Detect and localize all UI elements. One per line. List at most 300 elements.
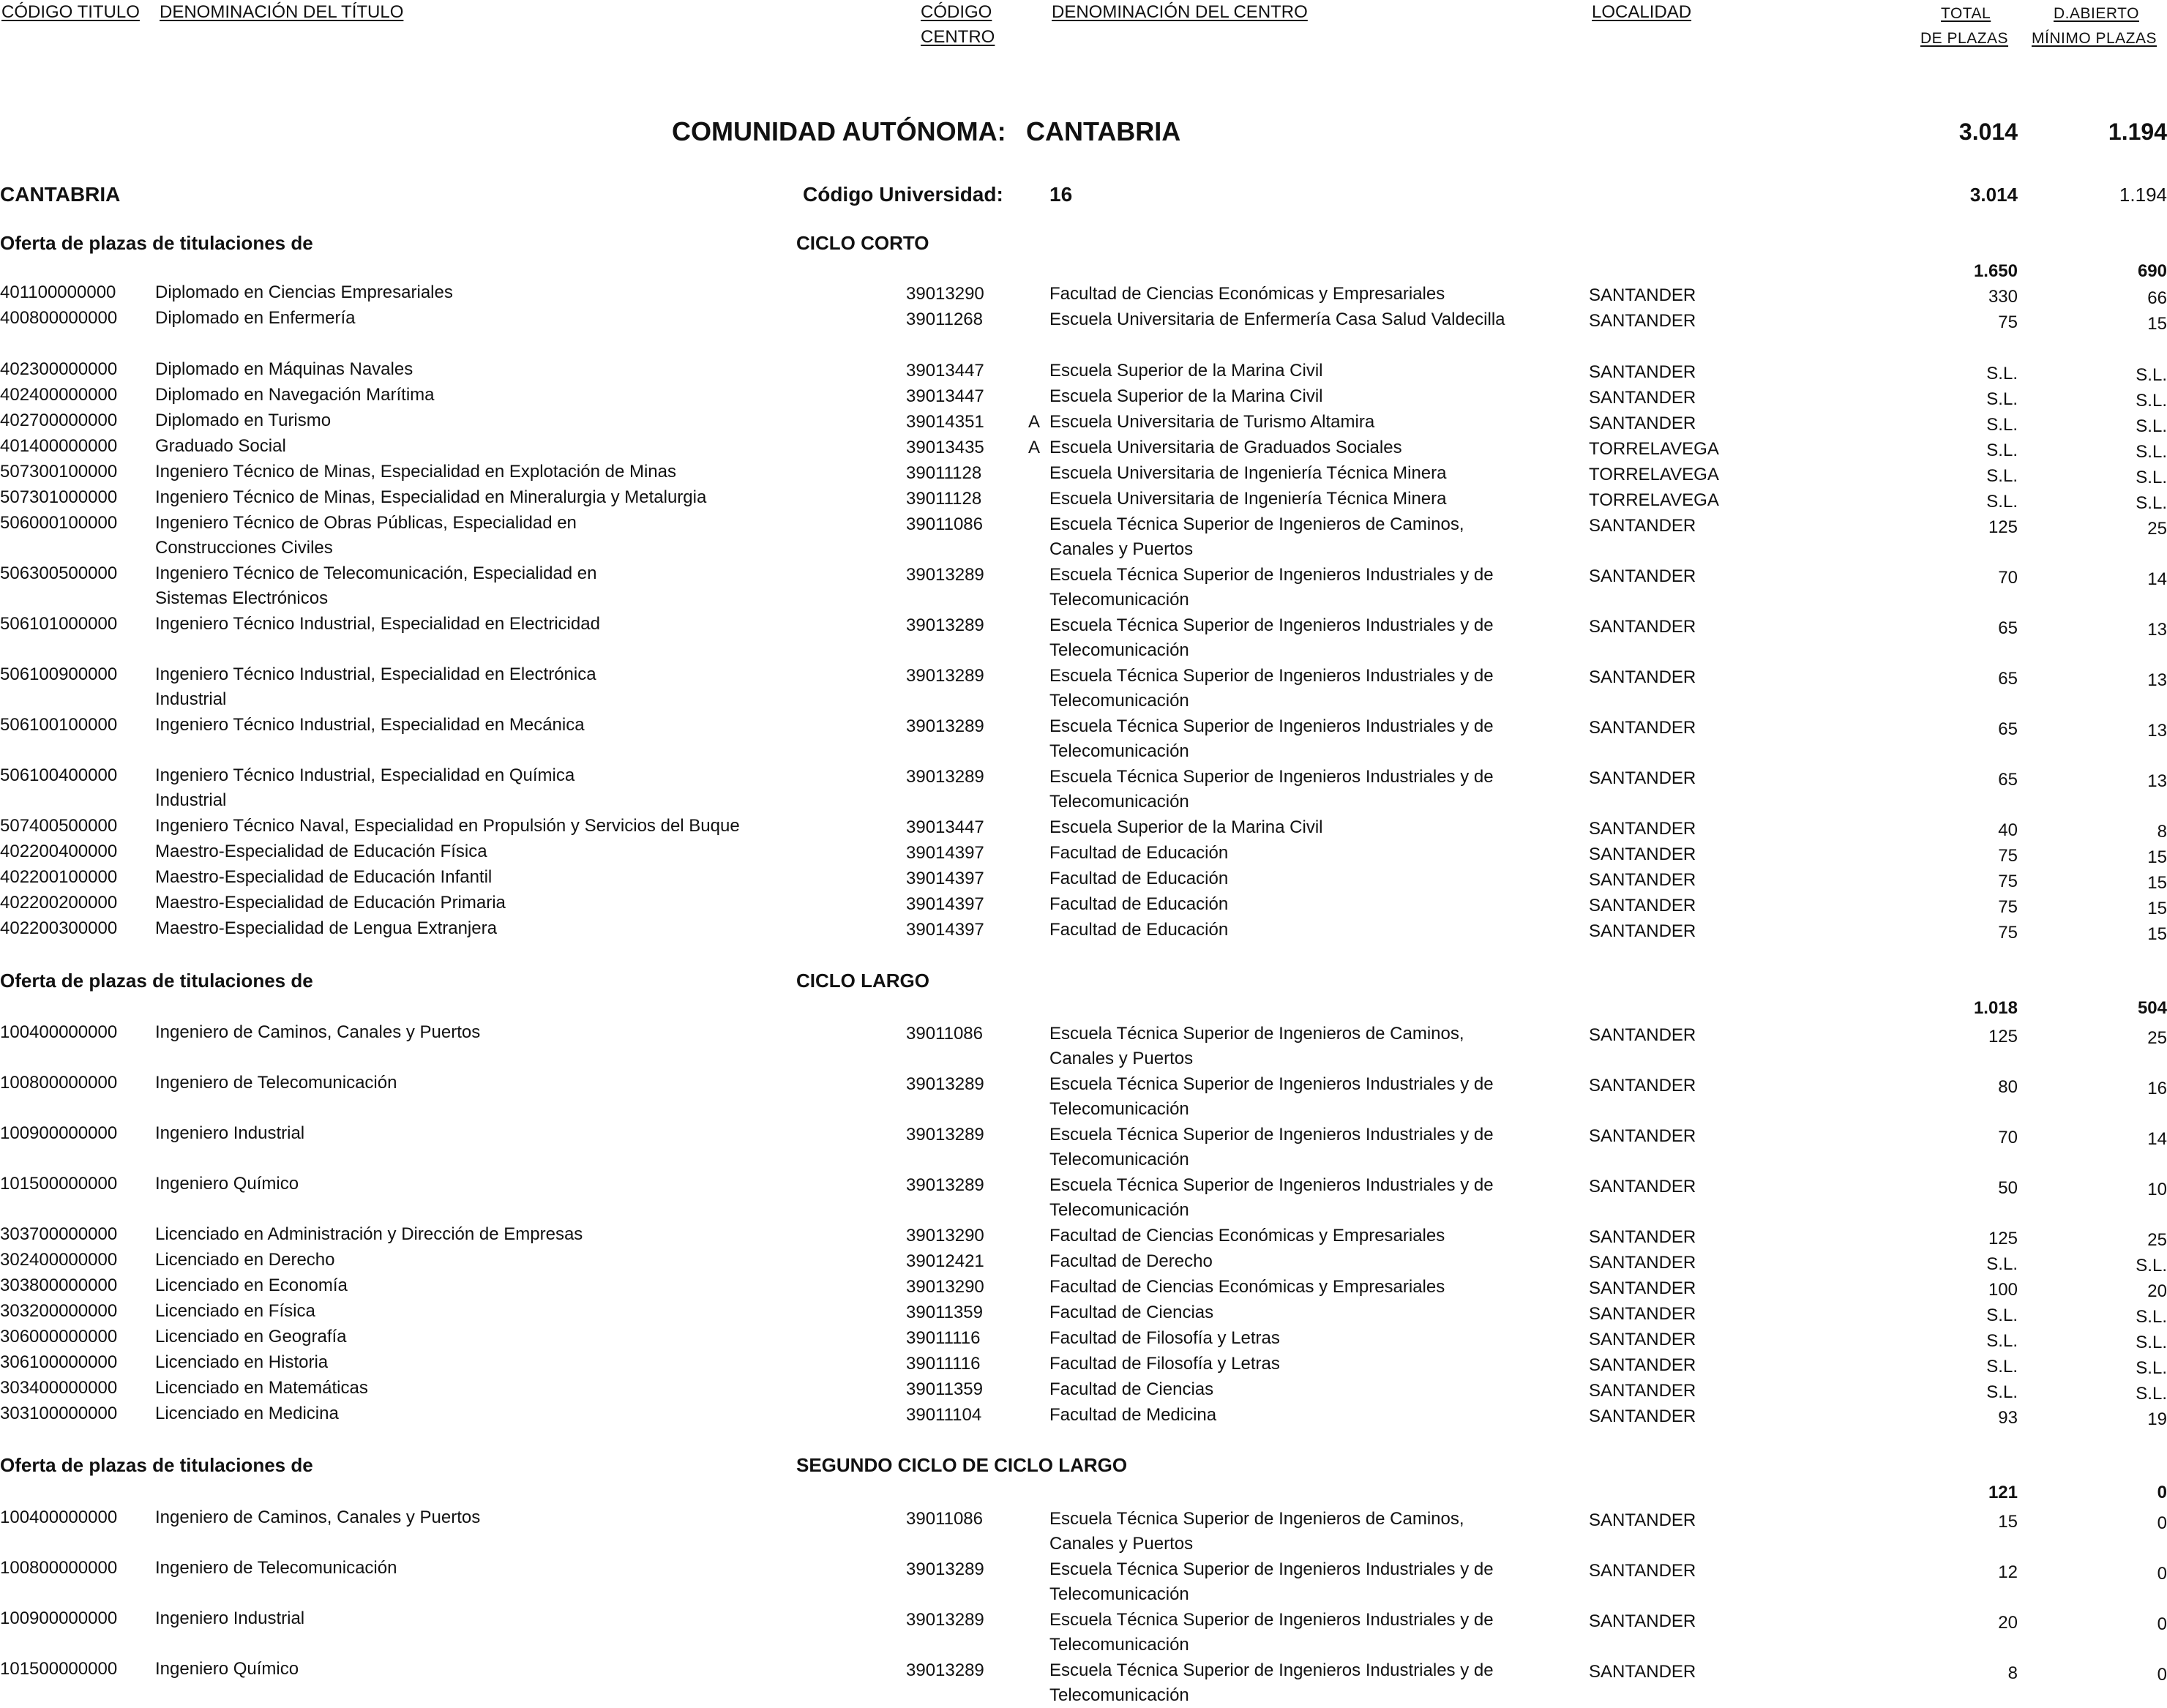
titulo-name-line: Ingeniero Químico bbox=[155, 1659, 299, 1679]
centro-name-line: Escuela Técnica Superior de Ingenieros Industriales y de bbox=[1049, 1610, 1494, 1630]
centro-name-line: Escuela Universitaria de Turismo Altamira bbox=[1049, 412, 1375, 432]
localidad: SANTANDER bbox=[1589, 921, 1696, 941]
titulo-name-line: Ingeniero Industrial bbox=[155, 1123, 305, 1143]
section-label: Oferta de plazas de titulaciones de bbox=[0, 1454, 313, 1476]
table-row bbox=[0, 1121, 2167, 1171]
centro-name-line: Escuela Técnica Superior de Ingenieros Industriales y de bbox=[1049, 615, 1494, 635]
titulo-name-line: Ingeniero Técnico de Obras Públicas, Especialidad en bbox=[155, 513, 577, 533]
titulo-name-line: Ingeniero Químico bbox=[155, 1174, 299, 1194]
centro-name-line: Facultad de Ciencias Económicas y Empresariales bbox=[1049, 284, 1445, 304]
header-localidad: LOCALIDAD bbox=[1592, 2, 1692, 22]
table-row bbox=[0, 1505, 2167, 1555]
header-denominacion-titulo: DENOMINACIÓN DEL TÍTULO bbox=[160, 2, 404, 22]
centro-code: 39011086 bbox=[906, 1509, 983, 1529]
universidad-name: CANTABRIA bbox=[0, 183, 121, 206]
centro-code: 39013289 bbox=[906, 1559, 984, 1579]
centro-name-line: Escuela Técnica Superior de Ingenieros de Caminos, bbox=[1049, 1024, 1464, 1044]
titulo-code: 402300000000 bbox=[0, 359, 118, 379]
minimo-plazas: 15 bbox=[2147, 924, 2167, 944]
titulo-name-line: Ingeniero de Telecomunicación bbox=[155, 1558, 397, 1578]
total-plazas: 65 bbox=[1998, 770, 2018, 790]
titulo-name-line: Licenciado en Administración y Dirección de Empresas bbox=[155, 1224, 583, 1244]
table-row bbox=[0, 1606, 2167, 1656]
centro-name-line: Facultad de Ciencias Económicas y Empresariales bbox=[1049, 1226, 1445, 1246]
localidad: SANTANDER bbox=[1589, 1611, 1696, 1631]
total-plazas: S.L. bbox=[1986, 389, 2018, 409]
localidad: SANTANDER bbox=[1589, 819, 1696, 839]
centro-code: 39011086 bbox=[906, 1024, 983, 1044]
titulo-code: 506000100000 bbox=[0, 513, 118, 533]
minimo-plazas: 0 bbox=[2157, 1564, 2167, 1584]
header-total-1: TOTAL bbox=[1941, 5, 1991, 22]
minimo-plazas: S.L. bbox=[2136, 391, 2167, 411]
centro-name-line: Telecomunicación bbox=[1049, 792, 1189, 812]
header-codigo-centro-1: CÓDIGO bbox=[921, 2, 992, 22]
titulo-code: 303400000000 bbox=[0, 1378, 118, 1398]
centro-name-line: Escuela Universitaria de Ingeniería Técnica Minera bbox=[1049, 463, 1447, 483]
centro-name-line: Escuela Técnica Superior de Ingenieros Industriales y de bbox=[1049, 1125, 1494, 1145]
titulo-name-line: Licenciado en Medicina bbox=[155, 1404, 339, 1423]
centro-name-line: Facultad de Ciencias bbox=[1049, 1303, 1214, 1322]
centro-code: 39013289 bbox=[906, 716, 984, 736]
section-total: 1.650 bbox=[1973, 261, 2018, 281]
centro-name-line: Escuela Universitaria de Enfermería Casa Salud Valdecilla bbox=[1049, 310, 1505, 329]
titulo-code: 506300500000 bbox=[0, 563, 118, 583]
centro-code: 39011268 bbox=[906, 310, 983, 329]
titulo-code: 401400000000 bbox=[0, 436, 118, 456]
minimo-plazas: 15 bbox=[2147, 899, 2167, 918]
section-header-ciclo-corto bbox=[0, 228, 2167, 258]
titulo-code: 303100000000 bbox=[0, 1404, 118, 1423]
centro-code: 39013289 bbox=[906, 1660, 984, 1680]
centro-name-line: Escuela Técnica Superior de Ingenieros Industriales y de bbox=[1049, 1175, 1494, 1195]
titulo-name-line: Industrial bbox=[155, 790, 227, 810]
total-plazas: S.L. bbox=[1986, 492, 2018, 512]
centro-name-line: Escuela Universitaria de Ingeniería Técnica Minera bbox=[1049, 489, 1447, 509]
titulo-name-line: Ingeniero de Telecomunicación bbox=[155, 1073, 397, 1093]
localidad: SANTANDER bbox=[1589, 362, 1696, 382]
titulo-code: 306100000000 bbox=[0, 1352, 118, 1372]
centro-code: 39011128 bbox=[906, 463, 982, 483]
titulo-name-line: Ingeniero Técnico de Minas, Especialidad en Mineralurgia y Metalurgia bbox=[155, 487, 707, 507]
centro-name-line: Telecomunicación bbox=[1049, 640, 1189, 660]
centro-code: 39011116 bbox=[906, 1354, 981, 1374]
total-plazas: S.L. bbox=[1986, 441, 2018, 460]
section-ciclo: CICLO CORTO bbox=[796, 232, 929, 254]
titulo-name-line: Maestro-Especialidad de Educación Primaria bbox=[155, 893, 506, 913]
total-plazas: 12 bbox=[1998, 1562, 2018, 1582]
minimo-plazas: 8 bbox=[2157, 822, 2167, 842]
titulo-code: 507301000000 bbox=[0, 487, 118, 507]
localidad: SANTANDER bbox=[1589, 667, 1696, 687]
centro-code: 39012421 bbox=[906, 1251, 984, 1271]
minimo-plazas: S.L. bbox=[2136, 493, 2167, 513]
titulo-code: 506100900000 bbox=[0, 664, 118, 684]
localidad: SANTANDER bbox=[1589, 413, 1696, 433]
centro-code: 39013290 bbox=[906, 284, 984, 304]
titulo-name-line: Licenciado en Geografía bbox=[155, 1327, 347, 1346]
localidad: SANTANDER bbox=[1589, 768, 1696, 788]
minimo-plazas: 13 bbox=[2147, 721, 2167, 741]
table-row bbox=[0, 306, 2167, 356]
minimo-plazas: 0 bbox=[2157, 1614, 2167, 1634]
localidad: SANTANDER bbox=[1589, 1510, 1696, 1530]
minimo-plazas: 16 bbox=[2147, 1079, 2167, 1098]
centro-code: 39013289 bbox=[906, 615, 984, 635]
centro-name-line: Telecomunicación bbox=[1049, 1200, 1189, 1220]
titulo-code: 302400000000 bbox=[0, 1250, 118, 1270]
table-row bbox=[0, 1401, 2167, 1451]
minimo-plazas: S.L. bbox=[2136, 1358, 2167, 1378]
section-label: Oferta de plazas de titulaciones de bbox=[0, 970, 313, 992]
titulo-code: 100800000000 bbox=[0, 1558, 118, 1578]
minimo-plazas: 0 bbox=[2157, 1513, 2167, 1533]
total-plazas: 100 bbox=[1988, 1280, 2018, 1300]
centro-code: 39013289 bbox=[906, 666, 984, 686]
centro-name-line: Telecomunicación bbox=[1049, 1099, 1189, 1119]
header-abierto-2: MÍNIMO PLAZAS bbox=[2032, 30, 2157, 47]
comunidad-minimo: 1.194 bbox=[2108, 119, 2167, 145]
localidad: SANTANDER bbox=[1589, 1076, 1696, 1095]
centro-code: 39014397 bbox=[906, 869, 984, 888]
centro-name-line: Telecomunicación bbox=[1049, 1584, 1189, 1604]
localidad: SANTANDER bbox=[1589, 285, 1696, 305]
minimo-plazas: S.L. bbox=[2136, 416, 2167, 436]
section-minimo: 504 bbox=[2137, 998, 2167, 1018]
centro-name-line: Escuela Superior de la Marina Civil bbox=[1049, 361, 1323, 381]
titulo-code: 506100100000 bbox=[0, 715, 118, 735]
section-minimo: 0 bbox=[2157, 1483, 2167, 1502]
section-total: 121 bbox=[1988, 1483, 2018, 1502]
centro-code: 39013289 bbox=[906, 1175, 984, 1195]
section-total: 1.018 bbox=[1973, 998, 2018, 1018]
localidad: SANTANDER bbox=[1589, 844, 1696, 864]
minimo-plazas: 10 bbox=[2147, 1180, 2167, 1199]
minimo-plazas: S.L. bbox=[2136, 1333, 2167, 1352]
centro-code: 39013290 bbox=[906, 1277, 984, 1297]
centro-name-line: Escuela Técnica Superior de Ingenieros Industriales y de bbox=[1049, 1559, 1494, 1579]
minimo-plazas: S.L. bbox=[2136, 365, 2167, 385]
titulo-code: 402400000000 bbox=[0, 385, 118, 405]
titulo-code: 401100000000 bbox=[0, 282, 116, 302]
titulo-name-line: Sistemas Electrónicos bbox=[155, 588, 329, 608]
table-row bbox=[0, 713, 2167, 763]
section-ciclo: CICLO LARGO bbox=[796, 970, 929, 992]
titulo-name-line: Diplomado en Enfermería bbox=[155, 308, 356, 328]
header-abierto-1: D.ABIERTO bbox=[2054, 5, 2139, 22]
table-row bbox=[0, 1020, 2167, 1070]
minimo-plazas: S.L. bbox=[2136, 468, 2167, 487]
titulo-code: 402200100000 bbox=[0, 867, 118, 887]
localidad: SANTANDER bbox=[1589, 1561, 1696, 1581]
centro-code: 39014397 bbox=[906, 843, 984, 863]
total-plazas: 330 bbox=[1988, 287, 2018, 307]
localidad: SANTANDER bbox=[1589, 896, 1696, 915]
localidad: SANTANDER bbox=[1589, 1227, 1696, 1247]
total-plazas: S.L. bbox=[1986, 1357, 2018, 1376]
total-plazas: 93 bbox=[1998, 1408, 2018, 1428]
centro-code: 39013289 bbox=[906, 1125, 984, 1145]
centro-code: 39013435 bbox=[906, 438, 984, 457]
total-plazas: S.L. bbox=[1986, 1254, 2018, 1274]
centro-mark: A bbox=[1028, 412, 1041, 432]
section-ciclo: SEGUNDO CICLO DE CICLO LARGO bbox=[796, 1454, 1128, 1476]
localidad: SANTANDER bbox=[1589, 1381, 1696, 1401]
table-row bbox=[0, 916, 2167, 966]
titulo-name-line: Diplomado en Ciencias Empresariales bbox=[155, 282, 453, 302]
localidad: TORRELAVEGA bbox=[1589, 465, 1719, 484]
centro-code: 39011359 bbox=[906, 1303, 983, 1322]
localidad: SANTANDER bbox=[1589, 566, 1696, 586]
total-plazas: 75 bbox=[1998, 846, 2018, 866]
header-codigo-titulo: CÓDIGO TITULO bbox=[1, 2, 140, 22]
minimo-plazas: 25 bbox=[2147, 519, 2167, 539]
total-plazas: 65 bbox=[1998, 719, 2018, 739]
titulo-code: 100900000000 bbox=[0, 1123, 118, 1143]
centro-name-line: Telecomunicación bbox=[1049, 741, 1189, 761]
titulo-code: 402200400000 bbox=[0, 842, 118, 861]
centro-name-line: Escuela Superior de la Marina Civil bbox=[1049, 817, 1323, 837]
localidad: TORRELAVEGA bbox=[1589, 439, 1719, 459]
centro-name-line: Escuela Técnica Superior de Ingenieros Industriales y de bbox=[1049, 1074, 1494, 1094]
section-minimo: 690 bbox=[2137, 261, 2167, 281]
total-plazas: S.L. bbox=[1986, 415, 2018, 435]
centro-code: 39013289 bbox=[906, 565, 984, 585]
total-plazas: 70 bbox=[1998, 568, 2018, 588]
header-codigo-centro-2: CENTRO bbox=[921, 27, 995, 47]
titulo-code: 100800000000 bbox=[0, 1073, 118, 1093]
titulo-name-line: Graduado Social bbox=[155, 436, 286, 456]
minimo-plazas: 66 bbox=[2147, 288, 2167, 308]
titulo-name-line: Licenciado en Economía bbox=[155, 1276, 348, 1295]
comunidad-label: COMUNIDAD AUTÓNOMA: bbox=[672, 116, 1006, 146]
centro-name-line: Facultad de Educación bbox=[1049, 894, 1229, 914]
titulo-name-line: Licenciado en Historia bbox=[155, 1352, 329, 1372]
universidad-total: 3.014 bbox=[1969, 184, 2018, 206]
total-plazas: S.L. bbox=[1986, 1306, 2018, 1325]
titulo-code: 306000000000 bbox=[0, 1327, 118, 1346]
titulo-name-line: Maestro-Especialidad de Educación Física bbox=[155, 842, 487, 861]
centro-name-line: Facultad de Filosofía y Letras bbox=[1049, 1328, 1280, 1348]
centro-name-line: Escuela Técnica Superior de Ingenieros de Caminos, bbox=[1049, 514, 1464, 534]
localidad: SANTANDER bbox=[1589, 617, 1696, 637]
minimo-plazas: S.L. bbox=[2136, 442, 2167, 462]
titulo-code: 100400000000 bbox=[0, 1022, 118, 1042]
centro-name-line: Facultad de Educación bbox=[1049, 869, 1229, 888]
localidad: SANTANDER bbox=[1589, 718, 1696, 738]
total-plazas: 75 bbox=[1998, 897, 2018, 917]
titulo-code: 303700000000 bbox=[0, 1224, 118, 1244]
total-plazas: 65 bbox=[1998, 618, 2018, 638]
total-plazas: 125 bbox=[1988, 517, 2018, 537]
total-plazas: 8 bbox=[2007, 1663, 2018, 1683]
localidad: SANTANDER bbox=[1589, 1304, 1696, 1324]
total-plazas: 15 bbox=[1998, 1512, 2018, 1532]
comunidad-total: 3.014 bbox=[1958, 119, 2018, 145]
titulo-name-line: Industrial bbox=[155, 689, 227, 709]
titulo-code: 100400000000 bbox=[0, 1507, 118, 1527]
localidad: SANTANDER bbox=[1589, 1662, 1696, 1682]
titulo-code: 100900000000 bbox=[0, 1608, 118, 1628]
centro-name-line: Telecomunicación bbox=[1049, 590, 1189, 610]
centro-name-line: Escuela Técnica Superior de Ingenieros Industriales y de bbox=[1049, 1660, 1494, 1680]
centro-code: 39014351 bbox=[906, 412, 984, 432]
localidad: SANTANDER bbox=[1589, 870, 1696, 890]
titulo-code: 400800000000 bbox=[0, 308, 118, 328]
titulo-code: 101500000000 bbox=[0, 1174, 118, 1194]
centro-code: 39013289 bbox=[906, 1074, 984, 1094]
minimo-plazas: 25 bbox=[2147, 1230, 2167, 1250]
localidad: SANTANDER bbox=[1589, 1126, 1696, 1146]
titulo-name-line: Ingeniero Técnico Industrial, Especialidad en Mecánica bbox=[155, 715, 585, 735]
titulo-name-line: Construcciones Civiles bbox=[155, 538, 333, 558]
titulo-name-line: Ingeniero de Caminos, Canales y Puertos bbox=[155, 1507, 481, 1527]
minimo-plazas: S.L. bbox=[2136, 1384, 2167, 1404]
localidad: SANTANDER bbox=[1589, 1355, 1696, 1375]
minimo-plazas: 15 bbox=[2147, 873, 2167, 893]
table-row bbox=[0, 511, 2167, 561]
titulo-name-line: Diplomado en Navegación Marítima bbox=[155, 385, 435, 405]
table-row bbox=[0, 763, 2167, 813]
minimo-plazas: S.L. bbox=[2136, 1256, 2167, 1276]
titulo-code: 402200300000 bbox=[0, 918, 118, 938]
universidad-codigo-label: Código Universidad: bbox=[803, 183, 1003, 206]
centro-name-line: Escuela Técnica Superior de Ingenieros Industriales y de bbox=[1049, 716, 1494, 736]
centro-code: 39011359 bbox=[906, 1379, 983, 1399]
header-total-2: DE PLAZAS bbox=[1920, 30, 2009, 47]
centro-code: 39013447 bbox=[906, 817, 984, 837]
titulo-name-line: Licenciado en Matemáticas bbox=[155, 1378, 368, 1398]
minimo-plazas: 25 bbox=[2147, 1028, 2167, 1048]
total-plazas: 75 bbox=[1998, 923, 2018, 943]
header-denominacion-centro: DENOMINACIÓN DEL CENTRO bbox=[1052, 2, 1308, 22]
titulo-code: 402700000000 bbox=[0, 411, 118, 430]
titulo-code: 506101000000 bbox=[0, 614, 118, 634]
titulo-name-line: Ingeniero Técnico de Telecomunicación, Especialidad en bbox=[155, 563, 597, 583]
centro-code: 39011104 bbox=[906, 1405, 982, 1425]
centro-code: 39013289 bbox=[906, 767, 984, 787]
centro-code: 39014397 bbox=[906, 894, 984, 914]
localidad: SANTANDER bbox=[1589, 516, 1696, 536]
localidad: SANTANDER bbox=[1589, 1253, 1696, 1273]
section-header-ciclo-largo bbox=[0, 966, 2167, 995]
total-plazas: 40 bbox=[1998, 820, 2018, 840]
localidad: SANTANDER bbox=[1589, 1407, 1696, 1426]
centro-name-line: Telecomunicación bbox=[1049, 691, 1189, 711]
total-plazas: 125 bbox=[1988, 1229, 2018, 1248]
centro-name-line: Escuela Técnica Superior de Ingenieros Industriales y de bbox=[1049, 666, 1494, 686]
section-totals-ciclo-largo bbox=[0, 996, 2167, 1021]
centro-name-line: Escuela Técnica Superior de Ingenieros Industriales y de bbox=[1049, 565, 1494, 585]
centro-code: 39014397 bbox=[906, 920, 984, 940]
centro-name-line: Facultad de Educación bbox=[1049, 843, 1229, 863]
centro-name-line: Canales y Puertos bbox=[1049, 539, 1194, 559]
centro-code: 39013447 bbox=[906, 361, 984, 381]
centro-code: 39011116 bbox=[906, 1328, 981, 1348]
centro-name-line: Telecomunicación bbox=[1049, 1685, 1189, 1705]
total-plazas: S.L. bbox=[1986, 364, 2018, 383]
titulo-name-line: Ingeniero Industrial bbox=[155, 1608, 305, 1628]
total-plazas: 65 bbox=[1998, 669, 2018, 689]
localidad: SANTANDER bbox=[1589, 1278, 1696, 1298]
total-plazas: 20 bbox=[1998, 1613, 2018, 1633]
titulo-code: 507300100000 bbox=[0, 462, 118, 482]
universidad-codigo: 16 bbox=[1049, 183, 1073, 206]
localidad: SANTANDER bbox=[1589, 1330, 1696, 1349]
comunidad-name: CANTABRIA bbox=[1026, 116, 1181, 146]
centro-name-line: Escuela Superior de la Marina Civil bbox=[1049, 386, 1323, 406]
table-row bbox=[0, 561, 2167, 611]
centro-name-line: Telecomunicación bbox=[1049, 1635, 1189, 1655]
titulo-name-line: Ingeniero Técnico Naval, Especialidad en Propulsión y Servicios del Buque bbox=[155, 816, 740, 836]
total-plazas: 75 bbox=[1998, 312, 2018, 332]
minimo-plazas: 15 bbox=[2147, 314, 2167, 334]
total-plazas: 50 bbox=[1998, 1178, 2018, 1198]
section-totals-segundo-ciclo bbox=[0, 1480, 2167, 1505]
centro-code: 39013290 bbox=[906, 1226, 984, 1246]
total-plazas: 125 bbox=[1988, 1027, 2018, 1046]
minimo-plazas: S.L. bbox=[2136, 1307, 2167, 1327]
centro-code: 39011086 bbox=[906, 514, 983, 534]
titulo-name-line: Maestro-Especialidad de Lengua Extranjera bbox=[155, 918, 497, 938]
titulo-name-line: Ingeniero de Caminos, Canales y Puertos bbox=[155, 1022, 481, 1042]
universidad-minimo: 1.194 bbox=[2119, 184, 2167, 206]
minimo-plazas: 13 bbox=[2147, 771, 2167, 791]
centro-name-line: Canales y Puertos bbox=[1049, 1049, 1194, 1068]
total-plazas: S.L. bbox=[1986, 1382, 2018, 1402]
centro-name-line: Facultad de Educación bbox=[1049, 920, 1229, 940]
titulo-code: 506100400000 bbox=[0, 765, 118, 785]
total-plazas: S.L. bbox=[1986, 1331, 2018, 1351]
titulo-name-line: Ingeniero Técnico Industrial, Especialidad en Electrónica bbox=[155, 664, 596, 684]
localidad: SANTANDER bbox=[1589, 311, 1696, 331]
table-row bbox=[0, 1172, 2167, 1221]
table-row bbox=[0, 1556, 2167, 1606]
table-row bbox=[0, 1071, 2167, 1120]
centro-name-line: Escuela Técnica Superior de Ingenieros de Caminos, bbox=[1049, 1509, 1464, 1529]
centro-name-line: Escuela Universitaria de Graduados Sociales bbox=[1049, 438, 1402, 457]
centro-name-line: Facultad de Ciencias bbox=[1049, 1379, 1214, 1399]
minimo-plazas: 14 bbox=[2147, 569, 2167, 589]
total-plazas: 75 bbox=[1998, 872, 2018, 891]
minimo-plazas: 19 bbox=[2147, 1409, 2167, 1429]
titulo-code: 303800000000 bbox=[0, 1276, 118, 1295]
titulo-code: 101500000000 bbox=[0, 1659, 118, 1679]
table-row bbox=[0, 1657, 2167, 1707]
centro-name-line: Facultad de Medicina bbox=[1049, 1405, 1217, 1425]
titulo-name-line: Licenciado en Derecho bbox=[155, 1250, 335, 1270]
titulo-name-line: Maestro-Especialidad de Educación Infantil bbox=[155, 867, 493, 887]
section-label: Oferta de plazas de titulaciones de bbox=[0, 232, 313, 254]
localidad: SANTANDER bbox=[1589, 1025, 1696, 1045]
titulo-code: 303200000000 bbox=[0, 1301, 118, 1321]
titulo-code: 402200200000 bbox=[0, 893, 118, 913]
titulo-code: 507400500000 bbox=[0, 816, 118, 836]
titulo-name-line: Licenciado en Física bbox=[155, 1301, 315, 1321]
centro-name-line: Canales y Puertos bbox=[1049, 1534, 1194, 1554]
localidad: TORRELAVEGA bbox=[1589, 490, 1719, 510]
centro-name-line: Escuela Técnica Superior de Ingenieros Industriales y de bbox=[1049, 767, 1494, 787]
centro-code: 39013289 bbox=[906, 1610, 984, 1630]
titulo-name-line: Ingeniero Técnico Industrial, Especialidad en Química bbox=[155, 765, 575, 785]
localidad: SANTANDER bbox=[1589, 1177, 1696, 1196]
minimo-plazas: 14 bbox=[2147, 1129, 2167, 1149]
titulo-name-line: Diplomado en Máquinas Navales bbox=[155, 359, 413, 379]
centro-name-line: Facultad de Derecho bbox=[1049, 1251, 1213, 1271]
minimo-plazas: 20 bbox=[2147, 1281, 2167, 1301]
section-header-segundo-ciclo bbox=[0, 1450, 2167, 1480]
centro-name-line: Telecomunicación bbox=[1049, 1150, 1189, 1169]
